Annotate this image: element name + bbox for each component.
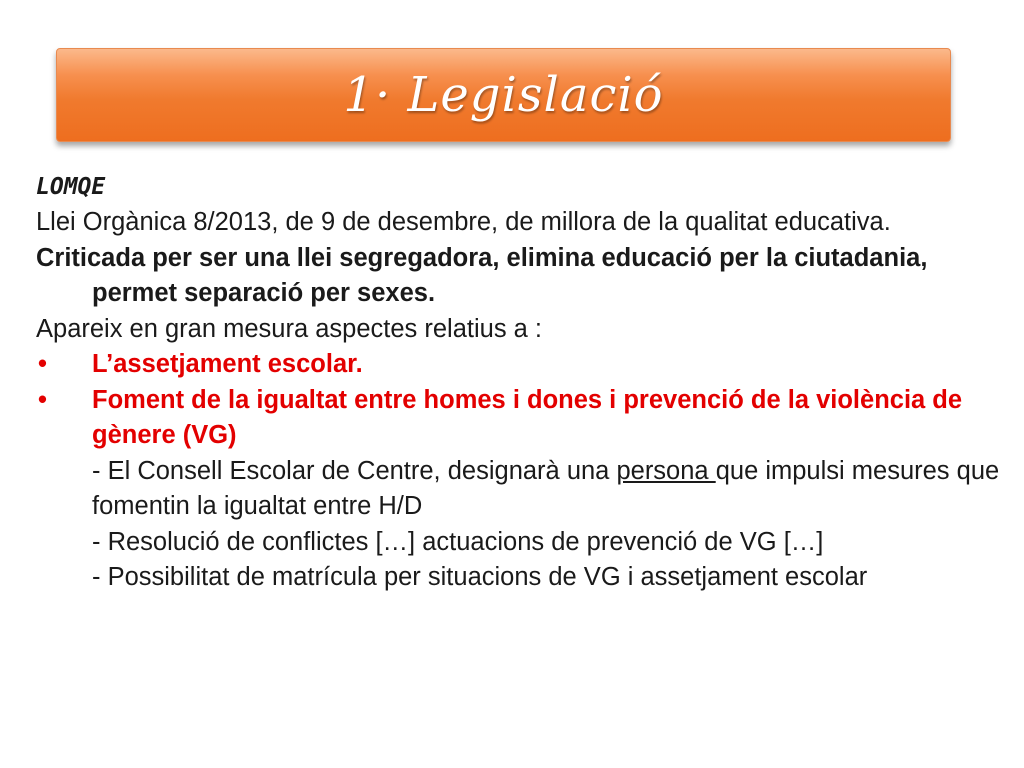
underlined-word: persona xyxy=(616,456,716,485)
section-heading: LOMQE xyxy=(36,174,106,200)
bullet-text: L’assetjament escolar. xyxy=(92,350,363,378)
bullet-icon: • xyxy=(38,385,47,414)
title-banner xyxy=(56,48,951,142)
bullet-icon: • xyxy=(38,350,47,378)
intro-line: Apareix en gran mesura aspectes relatius a : xyxy=(36,314,543,343)
sub-point-1-pre: - El Consell Escolar de Centre, designarà una xyxy=(92,456,617,485)
bullet-text: Foment de la igualtat entre homes i dones i prevenció de la violència de gènere (VG) xyxy=(92,385,963,449)
sub-point-3: - Possibilitat de matrícula per situacions de VG i assetjament escolar xyxy=(92,563,868,591)
bullet-item xyxy=(36,383,1001,454)
slide-body xyxy=(36,170,1001,596)
sub-point-2: - Resolució de conflictes […] actuacions de prevenció de VG […] xyxy=(92,527,824,556)
sub-point-1 xyxy=(36,454,1001,525)
bullet-item xyxy=(36,347,1001,383)
slide-title: 1· Legislació xyxy=(343,67,664,123)
law-critique: Criticada per ser una llei segregadora, elimina educació per la ciutadania, permet separació per sexes. xyxy=(36,243,928,307)
law-description: Llei Orgànica 8/2013, de 9 de desembre, de millora de la qualitat educativa. xyxy=(36,208,891,236)
sub-point-1-post: que impulsi mesures que fomentin la igualtat entre H/D xyxy=(92,456,1000,520)
